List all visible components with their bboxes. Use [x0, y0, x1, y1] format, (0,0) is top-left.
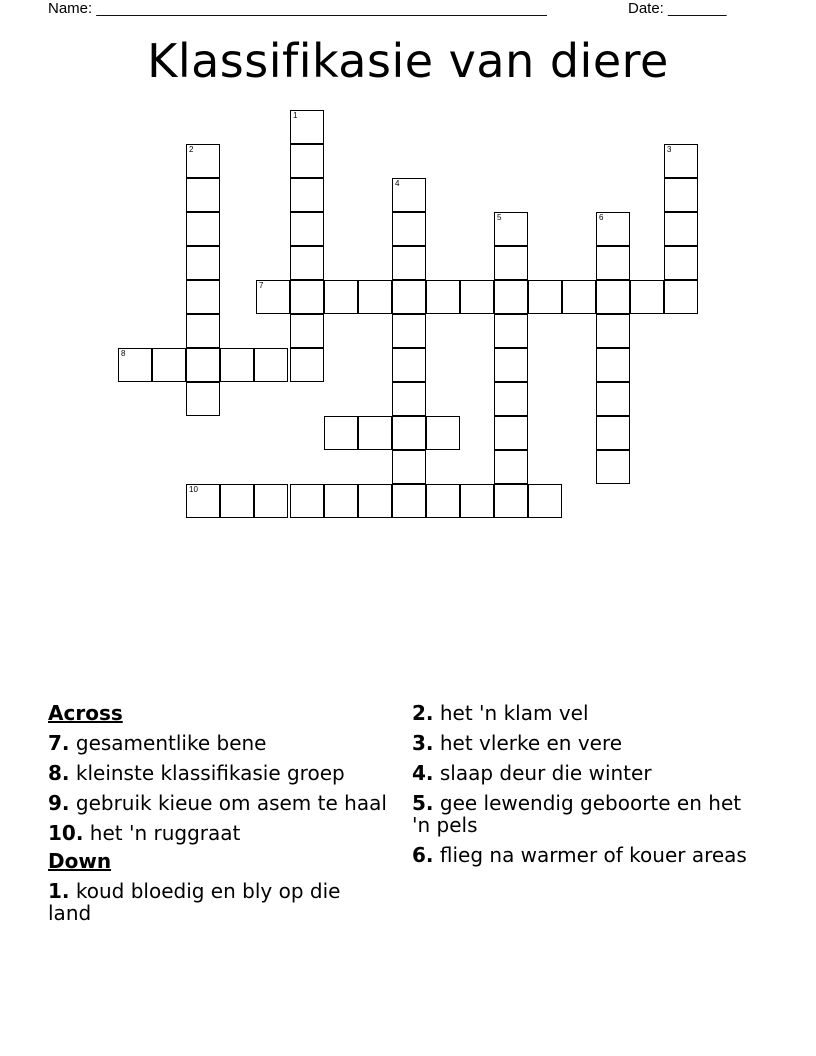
grid-cell[interactable]: [358, 280, 392, 314]
grid-cell[interactable]: [290, 314, 324, 348]
across-clue-7: [48, 732, 388, 754]
grid-cell[interactable]: [220, 484, 254, 518]
grid-cell[interactable]: [290, 348, 324, 382]
grid-cell[interactable]: [664, 280, 698, 314]
down-clue-4: [412, 762, 752, 784]
grid-cell[interactable]: [494, 246, 528, 280]
clue-number-label: 1: [293, 111, 298, 120]
grid-cell-7[interactable]: [256, 280, 290, 314]
across-heading: Across: [48, 701, 123, 725]
grid-cell[interactable]: [494, 348, 528, 382]
grid-cell[interactable]: [562, 280, 596, 314]
grid-cell[interactable]: [186, 212, 220, 246]
grid-cell[interactable]: [324, 280, 358, 314]
grid-cell[interactable]: [290, 484, 324, 518]
clue-number: 1.: [48, 879, 70, 903]
clue-number-label: 5: [497, 213, 502, 222]
down-clue-5: [412, 792, 752, 836]
across-clue-8: [48, 762, 388, 784]
clue-text: het vlerke en vere: [439, 731, 623, 755]
date-field-label: Date: _______: [628, 0, 727, 17]
grid-cell[interactable]: [290, 144, 324, 178]
grid-cell[interactable]: [528, 280, 562, 314]
name-field-label: Name: ______________________________________________________: [48, 0, 547, 17]
grid-cell[interactable]: [494, 280, 528, 314]
clue-text: het 'n klam vel: [439, 701, 589, 725]
clue-number: 5.: [412, 791, 434, 815]
clue-number: 3.: [412, 731, 434, 755]
grid-cell[interactable]: [392, 450, 426, 484]
grid-cell-8[interactable]: [118, 348, 152, 382]
grid-cell[interactable]: [460, 484, 494, 518]
grid-cell[interactable]: [392, 484, 426, 518]
grid-cell[interactable]: [290, 246, 324, 280]
clue-number-label: 2: [189, 145, 194, 154]
grid-cell[interactable]: [290, 178, 324, 212]
grid-cell[interactable]: [494, 416, 528, 450]
down-heading: Down: [48, 849, 112, 873]
grid-cell-3[interactable]: [664, 144, 698, 178]
grid-cell[interactable]: [290, 280, 324, 314]
grid-cell[interactable]: [392, 280, 426, 314]
clue-text: gebruik kieue om asem te haal: [75, 791, 387, 815]
grid-cell[interactable]: [152, 348, 186, 382]
grid-cell[interactable]: [528, 484, 562, 518]
grid-cell[interactable]: [186, 348, 220, 382]
grid-cell-6[interactable]: [596, 212, 630, 246]
grid-cell[interactable]: [630, 280, 664, 314]
grid-cell[interactable]: [358, 484, 392, 518]
clue-number-label: 10: [189, 485, 198, 494]
clue-number-label: 3: [667, 145, 672, 154]
grid-cell-10[interactable]: [186, 484, 220, 518]
grid-cell[interactable]: [596, 314, 630, 348]
across-clue-9: [48, 792, 388, 814]
across-clue-10: [48, 822, 388, 844]
grid-cell[interactable]: [254, 348, 288, 382]
grid-cell[interactable]: [426, 416, 460, 450]
grid-cell[interactable]: [324, 484, 358, 518]
grid-cell[interactable]: [664, 178, 698, 212]
grid-cell[interactable]: [596, 416, 630, 450]
page-title: Klassifikasie van diere: [147, 34, 669, 88]
grid-cell[interactable]: [596, 348, 630, 382]
grid-cell-4[interactable]: [392, 178, 426, 212]
grid-cell[interactable]: [460, 280, 494, 314]
grid-cell[interactable]: [392, 348, 426, 382]
grid-cell[interactable]: [664, 246, 698, 280]
grid-cell[interactable]: [596, 246, 630, 280]
grid-cell[interactable]: [494, 314, 528, 348]
grid-cell[interactable]: [290, 212, 324, 246]
clue-text: koud bloedig en bly op die land: [48, 879, 341, 925]
clues-right-column: [412, 702, 752, 874]
grid-cell[interactable]: [664, 212, 698, 246]
grid-cell[interactable]: [392, 314, 426, 348]
clue-number-label: 8: [121, 349, 126, 358]
grid-cell[interactable]: [596, 280, 630, 314]
clue-number: 10.: [48, 821, 84, 845]
clue-number-label: 6: [599, 213, 604, 222]
grid-cell[interactable]: [220, 348, 254, 382]
grid-cell[interactable]: [254, 484, 288, 518]
grid-cell[interactable]: [426, 484, 460, 518]
clue-text: het 'n ruggraat: [89, 821, 241, 845]
grid-cell[interactable]: [392, 416, 426, 450]
clue-number: 8.: [48, 761, 70, 785]
grid-cell[interactable]: [494, 382, 528, 416]
grid-cell[interactable]: [186, 178, 220, 212]
grid-cell-2[interactable]: [186, 144, 220, 178]
clue-text: flieg na warmer of kouer areas: [439, 843, 747, 867]
clue-text: gesamentlike bene: [75, 731, 267, 755]
clue-number: 6.: [412, 843, 434, 867]
grid-cell[interactable]: [392, 382, 426, 416]
grid-cell-5[interactable]: [494, 212, 528, 246]
down-clue-3: [412, 732, 752, 754]
grid-cell[interactable]: [596, 450, 630, 484]
clue-number: 7.: [48, 731, 70, 755]
clue-number: 4.: [412, 761, 434, 785]
down-clue-2: [412, 702, 752, 724]
grid-cell[interactable]: [186, 280, 220, 314]
clue-number-label: 4: [395, 179, 400, 188]
grid-cell[interactable]: [358, 416, 392, 450]
clue-number-label: 7: [259, 281, 264, 290]
grid-cell[interactable]: [494, 484, 528, 518]
grid-cell[interactable]: [186, 314, 220, 348]
grid-cell[interactable]: [324, 416, 358, 450]
grid-cell-1[interactable]: [290, 110, 324, 144]
clue-text: slaap deur die winter: [439, 761, 652, 785]
grid-cell[interactable]: [494, 450, 528, 484]
clue-number: 2.: [412, 701, 434, 725]
down-clue-1: [48, 880, 388, 924]
grid-cell[interactable]: [596, 382, 630, 416]
clue-text: gee lewendig geboorte en het 'n pels: [412, 791, 742, 837]
clue-text: kleinste klassifikasie groep: [75, 761, 345, 785]
clues-left-column: [48, 702, 388, 932]
grid-cell[interactable]: [392, 246, 426, 280]
grid-cell[interactable]: [426, 280, 460, 314]
grid-cell[interactable]: [392, 212, 426, 246]
down-clue-6: [412, 844, 752, 866]
grid-cell[interactable]: [186, 246, 220, 280]
clue-number: 9.: [48, 791, 70, 815]
grid-cell[interactable]: [186, 382, 220, 416]
